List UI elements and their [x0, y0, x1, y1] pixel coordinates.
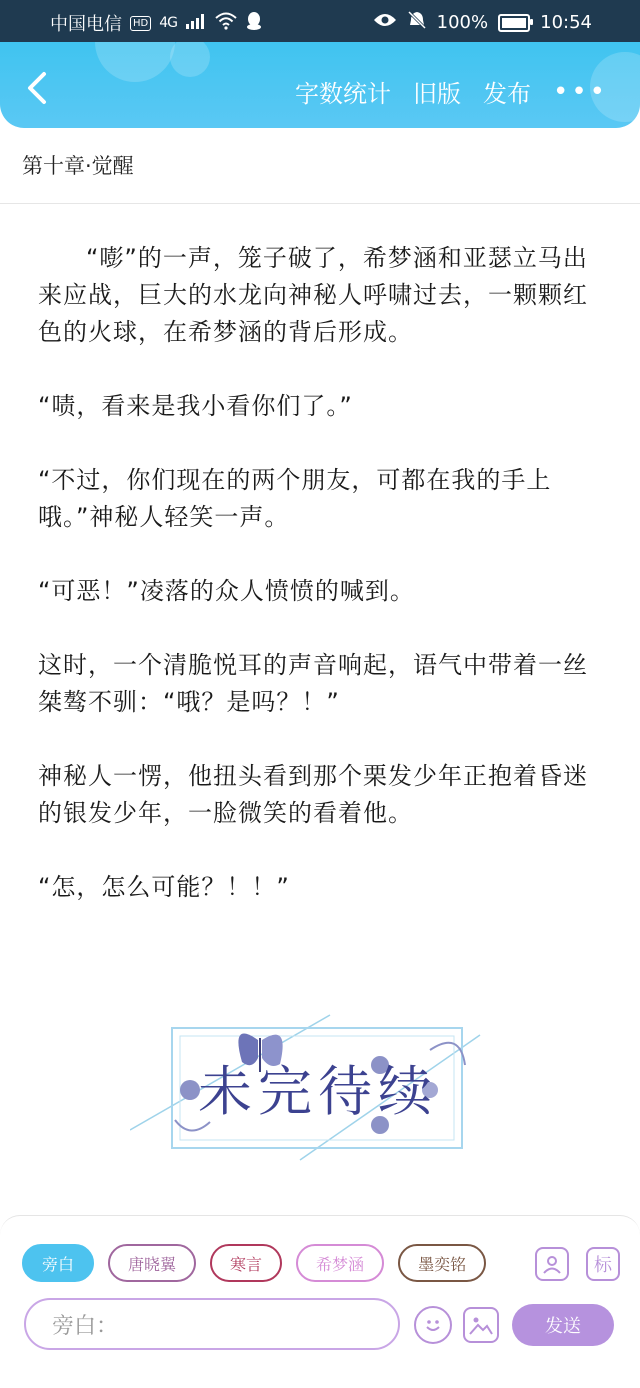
paragraph: 神秘人一愣，他扭头看到那个栗发少年正抱着昏迷的银发少年，一脸微笑的看着他。 — [38, 762, 588, 827]
battery-icon — [498, 14, 530, 32]
paragraph: “可恶！”凌落的众人愤愤的喊到。 — [38, 577, 415, 605]
word-count-button[interactable]: 字数统计 — [294, 80, 391, 108]
person-card-icon[interactable] — [535, 1247, 569, 1281]
paragraph: “不过，你们现在的两个朋友，可都在我的手上哦。”神秘人轻笑一声。 — [38, 466, 552, 531]
publish-button[interactable]: 发布 — [482, 80, 531, 108]
signal-icon — [185, 13, 207, 34]
seal-text: 未完待续 — [198, 1060, 438, 1123]
status-left — [50, 10, 263, 36]
clock: 10:54 — [540, 12, 592, 33]
wifi-icon — [215, 12, 237, 35]
dialogue-input[interactable]: 旁白： — [24, 1298, 400, 1350]
more-icon[interactable]: ••• — [552, 76, 608, 107]
status-bar — [0, 0, 640, 42]
app-header — [0, 42, 640, 128]
paragraph: “怎，怎么可能？！！” — [38, 873, 290, 901]
story-content[interactable] — [38, 240, 603, 943]
old-version-button[interactable]: 旧版 — [412, 80, 461, 108]
eye-icon — [373, 12, 397, 33]
role-chip[interactable]: 墨奕铭 — [398, 1244, 486, 1282]
divider — [0, 203, 640, 204]
back-button[interactable] — [22, 70, 54, 106]
emoji-icon[interactable] — [414, 1306, 452, 1344]
paragraph: 这时，一个清脆悦耳的声音响起，语气中带着一丝桀骜不驯：“哦？是吗？！” — [38, 651, 588, 716]
battery-percent: 100% — [436, 12, 489, 33]
image-icon[interactable] — [463, 1307, 499, 1343]
mute-bell-icon — [407, 10, 427, 35]
status-right — [373, 10, 592, 35]
tag-button[interactable]: 标 — [586, 1247, 620, 1281]
paragraph: “嘭”的一声，笼子破了，希梦涵和亚瑟立马出来应战，巨大的水龙向神秘人呼啸过去，一颗颗红色的火球，在希梦涵的背后形成。 — [38, 244, 588, 346]
header-actions — [295, 74, 608, 109]
role-chip[interactable]: 唐晓翼 — [108, 1244, 196, 1282]
chevron-left-icon — [22, 70, 54, 106]
chapter-title[interactable]: 第十章·觉醒 — [22, 154, 134, 178]
carrier-label: 中国电信 — [50, 14, 122, 35]
network-type: 4G — [159, 15, 177, 31]
decor-bubble — [170, 42, 210, 77]
hd-badge: HD — [130, 16, 151, 31]
role-chip[interactable]: 旁白 — [22, 1244, 94, 1282]
qq-icon — [245, 11, 263, 36]
role-chip[interactable]: 希梦涵 — [296, 1244, 384, 1282]
role-selector — [22, 1244, 486, 1282]
send-button[interactable]: 发送 — [512, 1304, 614, 1346]
to-be-continued-image — [130, 1010, 490, 1170]
role-chip[interactable]: 寒言 — [210, 1244, 282, 1282]
paragraph: “啧，看来是我小看你们了。” — [38, 392, 353, 420]
decor-bubble — [95, 42, 175, 82]
